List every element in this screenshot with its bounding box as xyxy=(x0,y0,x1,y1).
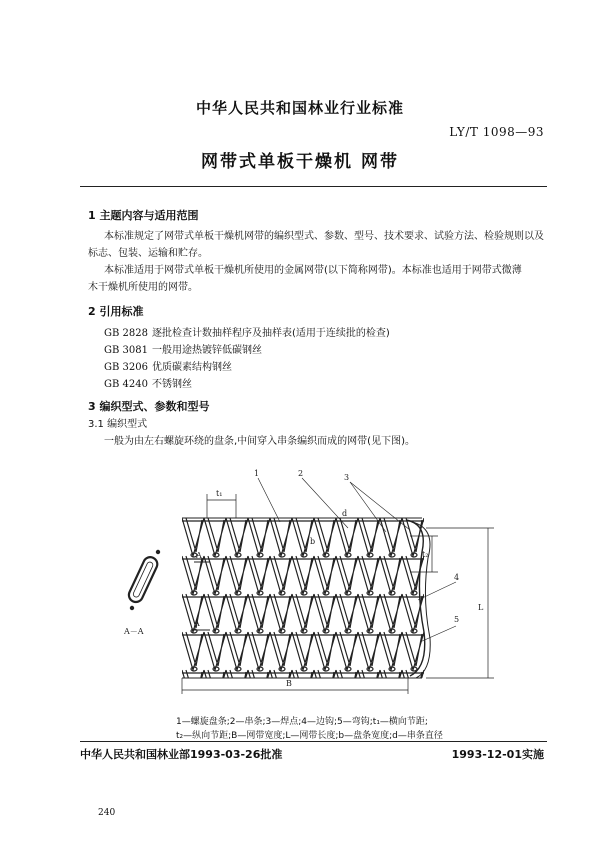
coil-loop-end xyxy=(301,629,307,633)
coil-loop-end xyxy=(345,629,351,633)
coil-loop-end xyxy=(191,667,197,671)
coil-loop-end xyxy=(389,591,395,595)
coil-loop-end xyxy=(279,591,285,595)
coil-loop-end xyxy=(301,591,307,595)
coil-loop-end xyxy=(235,553,241,557)
label-b: b xyxy=(310,537,316,546)
label-5: 5 xyxy=(454,615,460,624)
coil-loop-end xyxy=(367,553,373,557)
coil-loop-end xyxy=(169,629,175,633)
reference-item xyxy=(104,341,262,356)
label-t2: t₂ xyxy=(422,550,429,559)
coil-loop-end xyxy=(367,667,373,671)
coil-loop-end xyxy=(279,553,285,557)
approval-info: 中华人民共和国林业部1993-03-26批准 xyxy=(80,748,283,761)
coil-loop-end xyxy=(257,553,263,557)
label-t1: t₁ xyxy=(216,489,223,498)
coil-loop-end xyxy=(323,591,329,595)
coil-loop-end xyxy=(389,629,395,633)
spiral-coil xyxy=(160,594,446,632)
reference-item xyxy=(104,375,192,390)
coil-loop-end xyxy=(169,591,175,595)
section-1-para-2-line-1: 本标准适用于网带式单板干燥机所使用的金属网带(以下简称网带)。本标准也适用于网带式微薄 xyxy=(104,265,522,276)
coil-loop-end xyxy=(257,629,263,633)
coil-loop-end xyxy=(323,553,329,557)
reference-item xyxy=(104,324,390,339)
section-1-para-2-line-2: 木干燥机所使用的网带。 xyxy=(88,282,198,293)
section-aa-label: A－A xyxy=(124,627,144,636)
top-divider xyxy=(80,186,547,187)
section-3-heading: 3 编织型式、参数和型号 xyxy=(88,400,210,413)
section-1-para-1-line-2: 标志、包装、运输和贮存。 xyxy=(88,248,208,259)
coil-loop-end xyxy=(345,591,351,595)
spiral-coil xyxy=(160,518,446,556)
coil-loop-end xyxy=(169,667,175,671)
mesh-belt-figure xyxy=(110,462,510,702)
reference-title: 一般用途热镀锌低碳钢丝 xyxy=(152,345,262,356)
coil-loop-end xyxy=(323,629,329,633)
effective-date: 1993-12-01实施 xyxy=(451,748,544,761)
issuing-org: 中华人民共和国林业行业标准 xyxy=(195,99,404,117)
coil-loop-end xyxy=(411,591,417,595)
reference-item xyxy=(104,358,232,373)
label-2: 2 xyxy=(298,469,304,478)
coil-loop-end xyxy=(367,591,373,595)
coil-loop-end xyxy=(213,591,219,595)
coil-loop-end xyxy=(433,553,439,557)
coil-loop-end xyxy=(191,591,197,595)
section-3-1-heading: 3.1 编织型式 xyxy=(88,419,148,430)
coil-loop-end xyxy=(279,667,285,671)
reference-code: GB 3081 xyxy=(104,345,148,356)
spiral-coil xyxy=(160,632,446,670)
label-1: 1 xyxy=(254,469,260,478)
coil-loop-end xyxy=(323,667,329,671)
reference-title: 逐批检查计数抽样程序及抽样表(适用于连续批的检查) xyxy=(152,328,390,339)
coil-loop-end xyxy=(235,667,241,671)
reference-code: GB 2828 xyxy=(104,328,148,339)
spiral-coil xyxy=(160,670,446,702)
label-3: 3 xyxy=(344,473,350,482)
coil-loop-end xyxy=(235,629,241,633)
mesh-pattern xyxy=(160,518,446,702)
coil-loop-end xyxy=(345,667,351,671)
coil-loop-end xyxy=(279,629,285,633)
coil-loop-end xyxy=(367,629,373,633)
reference-title: 不锈钢丝 xyxy=(152,379,192,390)
page-number: 240 xyxy=(98,808,116,818)
coil-loop-end xyxy=(433,629,439,633)
label-L: L xyxy=(478,603,484,612)
label-4: 4 xyxy=(454,573,460,582)
section-1-heading: 1 主题内容与适用范围 xyxy=(88,209,199,222)
section-3-1-paragraph: 一般为由左右螺旋环绕的盘条,中间穿入串条编织而成的网带(见下图)。 xyxy=(104,436,415,447)
standard-number: LY/T 1098—93 xyxy=(449,125,544,139)
coil-loop-end xyxy=(213,553,219,557)
section-2-heading: 2 引用标准 xyxy=(88,305,144,318)
figure-caption-line-1: 1—螺旋盘条;2—串条;3—焊点;4—边钩;5—弯钩;t₁—横向节距; xyxy=(176,717,428,727)
coil-loop-end xyxy=(169,553,175,557)
reference-code: GB 4240 xyxy=(104,379,148,390)
label-d: d xyxy=(342,509,348,518)
figure-caption-line-2: t₂—纵向节距;B—网带宽度;L—网带长度;b—盘条宽度;d—串条直径 xyxy=(176,731,443,741)
bottom-divider xyxy=(80,741,547,742)
coil-loop-end xyxy=(411,629,417,633)
label-a-bottom: A xyxy=(194,619,200,628)
coil-loop-end xyxy=(257,591,263,595)
coil-loop-end xyxy=(389,553,395,557)
document-title: 网带式单板干燥机 网带 xyxy=(201,152,399,172)
coil-loop-end xyxy=(213,667,219,671)
reference-title: 优质碳素结构钢丝 xyxy=(152,362,232,373)
coil-loop-end xyxy=(411,667,417,671)
coil-loop-end xyxy=(235,591,241,595)
section-aa-view xyxy=(127,550,161,610)
coil-loop-end xyxy=(301,553,307,557)
coil-loop-end xyxy=(389,667,395,671)
label-a-top: A xyxy=(196,551,202,560)
coil-loop-end xyxy=(411,553,417,557)
label-B: B xyxy=(286,679,292,688)
coil-loop-end xyxy=(433,667,439,671)
coil-loop-end xyxy=(301,667,307,671)
coil-loop-end xyxy=(257,667,263,671)
coil-loop-end xyxy=(213,629,219,633)
section-1-para-1-line-1: 本标准规定了网带式单板干燥机网带的编织型式、参数、型号、技术要求、试验方法、检验规则以及 xyxy=(104,231,544,242)
coil-loop-end xyxy=(345,553,351,557)
reference-code: GB 3206 xyxy=(104,362,148,373)
